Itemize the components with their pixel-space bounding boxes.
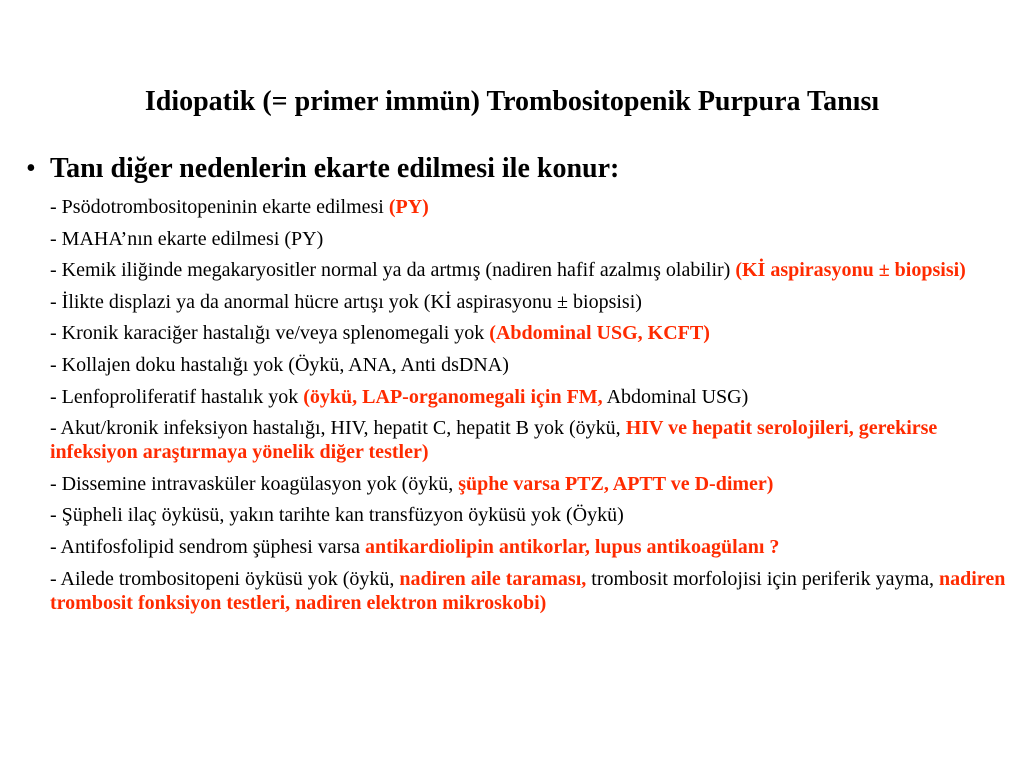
- item-text: - Kollajen doku hastalığı yok (Öykü, ANA, Anti dsDNA): [50, 353, 509, 376]
- list-item: [50, 416, 1010, 464]
- item-text: - Kronik karaciğer hastalığı ve/veya splenomegali yok: [50, 322, 490, 345]
- item-highlight: nadiren aile taraması,: [399, 567, 587, 590]
- bullet-icon: •: [26, 153, 36, 184]
- list-item: [50, 258, 1010, 282]
- list-item: [50, 227, 1010, 251]
- list-item: [50, 195, 1010, 219]
- item-highlight: antikardiolipin antikorlar, lupus antikoagülanı ?: [364, 535, 780, 558]
- item-tail: trombosit morfolojisi için periferik yayma,: [586, 567, 939, 590]
- item-text: - Kemik iliğinde megakaryositler normal ya da artmış (nadiren hafif azalmış olabilir): [50, 259, 736, 282]
- item-highlight: nadiren trombosit fonksiyon testleri, nadiren elektron mikroskobi): [50, 567, 1006, 614]
- main-bullet-text: Tanı diğer nedenlerin ekarte edilmesi ile konur:: [50, 153, 620, 184]
- item-text: - Dissemine intravasküler koagülasyon yok (öykü,: [50, 472, 459, 495]
- item-tail: Abdominal USG): [602, 385, 749, 408]
- item-text: - Psödotrombositopeninin ekarte edilmesi: [50, 196, 389, 218]
- list-item: [50, 503, 1010, 527]
- slide-title: Idiopatik (= primer immün) Trombositopenik Purpura Tanısı: [144, 86, 880, 117]
- item-highlight: şüphe varsa PTZ, APTT ve D-dimer): [458, 472, 774, 495]
- list-item: [50, 290, 1010, 314]
- criteria-list: [50, 195, 1010, 622]
- list-item: [50, 535, 1010, 559]
- item-text: - Lenfoproliferatif hastalık yok: [50, 385, 304, 408]
- item-text: - Ailede trombositopeni öyküsü yok (öykü,: [50, 567, 400, 590]
- main-bullet: [26, 152, 619, 186]
- item-highlight: (PY): [388, 196, 429, 218]
- item-text: - Akut/kronik infeksiyon hastalığı, HIV, hepatit C, hepatit B yok (öykü,: [50, 417, 626, 440]
- item-highlight: (Kİ aspirasyonu ± biopsisi): [735, 259, 966, 282]
- item-text: - Antifosfolipid sendrom şüphesi varsa: [50, 535, 365, 558]
- item-text: - Şüpheli ilaç öyküsü, yakın tarihte kan transfüzyon öyküsü yok (Öykü): [50, 504, 624, 527]
- item-text: - MAHA’nın ekarte edilmesi (PY): [50, 227, 324, 250]
- item-highlight: (Abdominal USG, KCFT): [489, 322, 710, 345]
- item-highlight: HIV ve hepatit serolojileri, gerekirse infeksiyon araştırmaya yönelik diğer testler): [50, 417, 938, 464]
- list-item: [50, 353, 1010, 377]
- list-item: [50, 472, 1010, 496]
- item-text: - İlikte displazi ya da anormal hücre artışı yok (Kİ aspirasyonu ± biopsisi): [50, 290, 642, 313]
- list-item: [50, 385, 1010, 409]
- item-highlight: (öykü, LAP-organomegali için FM,: [303, 385, 603, 408]
- list-item: [50, 567, 1010, 615]
- list-item: [50, 321, 1010, 345]
